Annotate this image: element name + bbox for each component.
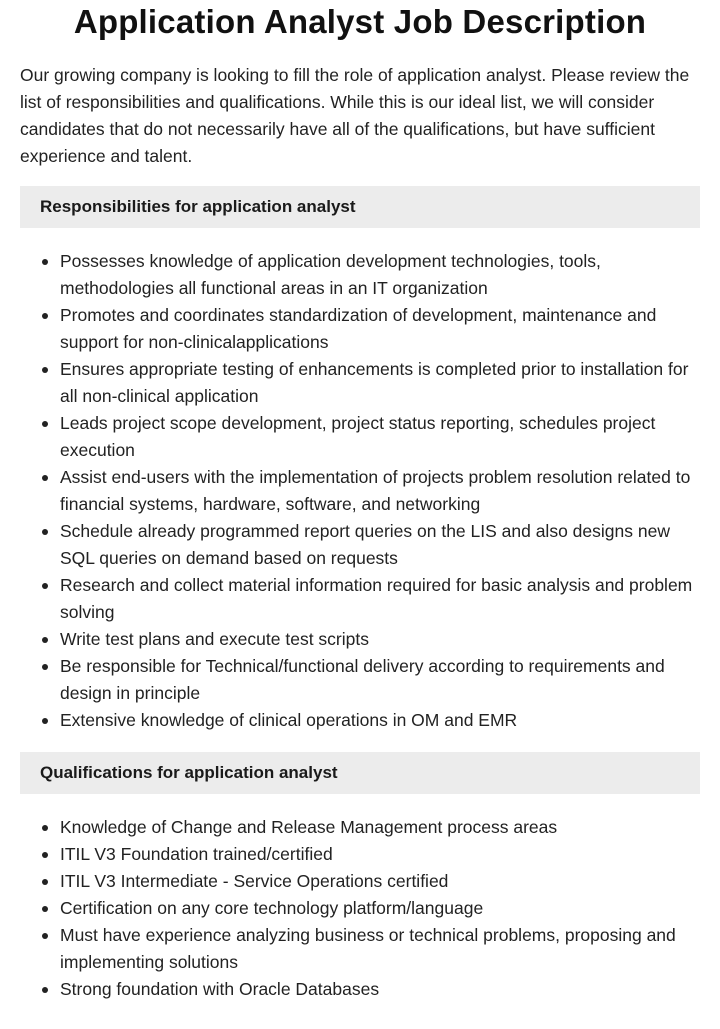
responsibilities-heading: Responsibilities for application analyst: [20, 186, 700, 228]
list-item: Possesses knowledge of application development technologies, tools, methodologies all functional areas in an IT organization: [20, 248, 700, 302]
list-item: Research and collect material information required for basic analysis and problem solving: [20, 572, 700, 626]
list-item: Schedule already programmed report queries on the LIS and also designs new SQL queries on demand based on requests: [20, 518, 700, 572]
responsibilities-list: [20, 248, 700, 734]
qualifications-heading: Qualifications for application analyst: [20, 752, 700, 794]
list-item: Strong foundation with Oracle Databases: [20, 976, 700, 1003]
list-item: Ensures appropriate testing of enhancements is completed prior to installation for all non-clinical application: [20, 356, 700, 410]
list-item: Assist end-users with the implementation of projects problem resolution related to financial systems, hardware, software, and networking: [20, 464, 700, 518]
page-title: Application Analyst Job Description: [73, 3, 647, 40]
list-item: Write test plans and execute test scripts: [20, 626, 700, 653]
list-item: Leads project scope development, project status reporting, schedules project execution: [20, 410, 700, 464]
list-item: ITIL V3 Foundation trained/certified: [20, 841, 700, 868]
list-item: Extensive knowledge of clinical operations in OM and EMR: [20, 707, 700, 734]
list-item: Be responsible for Technical/functional delivery according to requirements and design in principle: [20, 653, 700, 707]
list-item: ITIL V3 Intermediate - Service Operations certified: [20, 868, 700, 895]
list-item: Knowledge of Change and Release Management process areas: [20, 814, 700, 841]
list-item: Certification on any core technology platform/language: [20, 895, 700, 922]
list-item: Promotes and coordinates standardization of development, maintenance and support for non-clinicalapplications: [20, 302, 700, 356]
qualifications-list: [20, 814, 700, 1003]
intro-paragraph: Our growing company is looking to fill the role of application analyst. Please review the list of responsibilities and qualifications. While this is our ideal list, we will consider candidates that do not necessarily have all of the qualifications, but have sufficient experience and talent.: [20, 65, 690, 166]
list-item: Must have experience analyzing business or technical problems, proposing and implementing solutions: [20, 922, 700, 976]
